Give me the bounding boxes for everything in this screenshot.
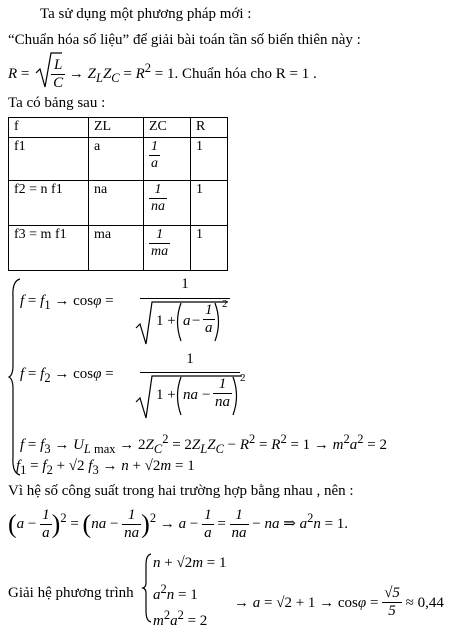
cell-f: f1 [9, 138, 89, 181]
equation-equal-power: (a − $\frac{1}{a}$ )$^2$ = (na − $\frac{1}{na}$ )$^2$ → a − $\frac{1}{a}$ = $\frac{1}{na}$ − na ⇒ $a^2n = 1$. [8, 507, 349, 541]
solve-system-label: Giải hệ phương trình [8, 585, 134, 601]
table-row [9, 181, 228, 226]
formula-normalize: R = $\frac{L}{C}$ → $Z_LZ_C = R^2 = 1$. Chuẩn hóa cho R = 1 . [8, 57, 317, 92]
cell-zl: ma [89, 226, 144, 271]
power-factor-text: Vì hệ số công suất trong hai trường hợp bằng nhau , nên : [8, 483, 354, 499]
equation-f1: $f = f_1 \to \cos\varphi$ = [20, 293, 114, 312]
cell-zc: $\frac{1}{na}$ [144, 181, 191, 226]
header-zl: ZL [89, 118, 144, 138]
cell-f: f2 = n f1 [9, 181, 89, 226]
cell-zl: a [89, 138, 144, 181]
header-r: R [191, 118, 228, 138]
table-row [9, 226, 228, 271]
equation-f2: $f = f_2 \to \cos\varphi$ = [20, 366, 114, 385]
cell-zc: $\frac{1}{ma}$ [144, 226, 191, 271]
header-zc: ZC [144, 118, 191, 138]
cell-zc: $\frac{1}{a}$ [144, 138, 191, 181]
system-eq-3: $m^2a^2 = 2$ [153, 608, 208, 629]
intro-line-4: Ta có bảng sau : [8, 95, 106, 111]
frequency-table [8, 117, 228, 271]
cell-r: 1 [191, 138, 228, 181]
cell-f: f3 = m f1 [9, 226, 89, 271]
equation-f-relation: $f_1 = f_2 + √2$ $f_3 \to n + √2m = 1$ [16, 458, 195, 477]
header-f: f [9, 118, 89, 138]
final-result: → a = √2 + 1 → cosφ = $\frac{√5}{5}$ ≈ 0,44 [234, 585, 444, 619]
equation-f1-rhs: 1 [181, 276, 189, 292]
system-eq-1: n + √2m = 1 [153, 555, 227, 571]
cell-r: 1 [191, 181, 228, 226]
intro-line-2: “Chuẩn hóa số liệu” để giải bài toán tần số biến thiên này : [8, 32, 361, 48]
solve-brace [142, 553, 152, 623]
normalize-note: . Chuẩn hóa cho R = 1 . [174, 65, 317, 82]
table-header-row [9, 118, 228, 138]
table-row [9, 138, 228, 181]
system-eq-2: $a^2n = 1$ [153, 582, 198, 603]
cell-r: 1 [191, 226, 228, 271]
cell-zl: na [89, 181, 144, 226]
intro-line-1: Ta sử dụng một phương pháp mới : [40, 6, 252, 22]
equation-f3: $f = f_3 \to U_{L max} \to 2Z_C^2 = 2Z_LZ_C - R^2 = R^2 = 1 \to m^2a^2 = 2$ [20, 432, 387, 456]
